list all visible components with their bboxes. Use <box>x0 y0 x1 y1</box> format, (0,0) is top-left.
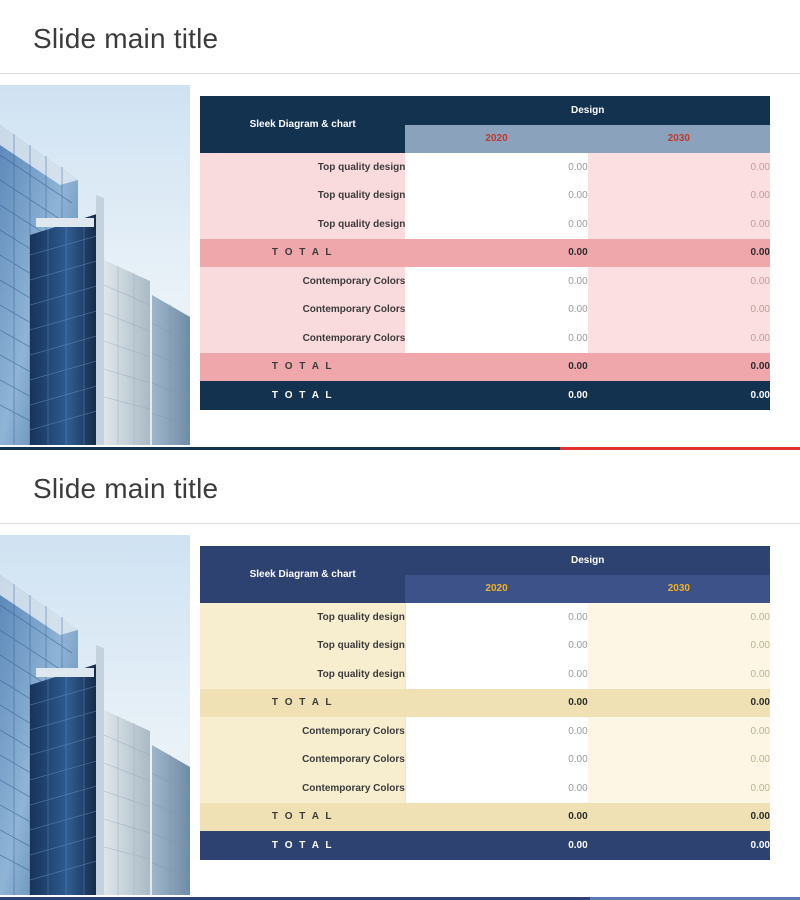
table-row <box>200 660 770 689</box>
row-value-2020: 0.00 <box>405 324 587 353</box>
table-row <box>200 182 770 211</box>
slide-2 <box>0 450 800 900</box>
page-title: Slide main title <box>33 473 219 504</box>
table-subtotal-row <box>200 803 770 832</box>
row-label-grand-total: T O T A L <box>200 831 405 860</box>
row-value-2030: 0.00 <box>588 182 770 211</box>
row-value-2030: 0.00 <box>588 239 770 268</box>
row-value-2020: 0.00 <box>405 774 587 803</box>
table-col-year-2030: 2030 <box>588 575 770 604</box>
row-value-2020: 0.00 <box>405 803 587 832</box>
table-subtotal-row <box>200 353 770 382</box>
slide-2-table <box>200 546 770 860</box>
table-row <box>200 210 770 239</box>
row-value-2030: 0.00 <box>588 210 770 239</box>
row-label: Top quality design <box>200 632 405 661</box>
row-value-2020: 0.00 <box>405 717 587 746</box>
row-value-2020: 0.00 <box>405 296 587 325</box>
slide-1-photo <box>0 85 190 445</box>
row-label: Top quality design <box>200 603 405 632</box>
row-label: Contemporary Colors <box>200 774 405 803</box>
row-value-2030: 0.00 <box>588 689 770 718</box>
row-value-2020: 0.00 <box>405 210 587 239</box>
row-label: Contemporary Colors <box>200 267 405 296</box>
row-label: Top quality design <box>200 660 405 689</box>
city-skyscrapers-image <box>0 535 190 895</box>
row-value-2020: 0.00 <box>405 182 587 211</box>
table-col-year-2020: 2020 <box>405 575 587 604</box>
row-label: Contemporary Colors <box>200 296 405 325</box>
row-value-2030: 0.00 <box>588 831 770 860</box>
table-subtotal-row <box>200 239 770 268</box>
row-label-total: T O T A L <box>200 353 405 382</box>
page-title: Slide main title <box>33 23 219 54</box>
row-value-2020: 0.00 <box>405 632 587 661</box>
row-label: Contemporary Colors <box>200 324 405 353</box>
table-col-year-2030: 2030 <box>588 125 770 154</box>
table-subtotal-row <box>200 689 770 718</box>
row-value-2020: 0.00 <box>405 603 587 632</box>
row-label: Contemporary Colors <box>200 717 405 746</box>
table-row <box>200 774 770 803</box>
row-value-2030: 0.00 <box>588 603 770 632</box>
title-divider <box>0 73 800 74</box>
row-value-2030: 0.00 <box>588 717 770 746</box>
row-value-2030: 0.00 <box>588 296 770 325</box>
row-label: Top quality design <box>200 182 405 211</box>
table-col-year-2020: 2020 <box>405 125 587 154</box>
row-label-total: T O T A L <box>200 689 405 718</box>
table-row <box>200 296 770 325</box>
row-label: Top quality design <box>200 210 405 239</box>
row-value-2030: 0.00 <box>588 746 770 775</box>
row-value-2020: 0.00 <box>405 660 587 689</box>
table-header-row-1 <box>200 96 770 125</box>
title-divider <box>0 523 800 524</box>
slide-1-table <box>200 96 770 410</box>
row-value-2020: 0.00 <box>405 353 587 382</box>
table-row <box>200 153 770 182</box>
table-group-header: Design <box>405 96 770 125</box>
city-skyscrapers-image <box>0 85 190 445</box>
table-row <box>200 603 770 632</box>
row-value-2020: 0.00 <box>405 381 587 410</box>
slide-2-photo <box>0 535 190 895</box>
table-row <box>200 632 770 661</box>
row-value-2030: 0.00 <box>588 353 770 382</box>
row-label-total: T O T A L <box>200 239 405 268</box>
row-value-2020: 0.00 <box>405 267 587 296</box>
table-group-header: Design <box>405 546 770 575</box>
row-value-2030: 0.00 <box>588 803 770 832</box>
row-value-2020: 0.00 <box>405 153 587 182</box>
table-row <box>200 746 770 775</box>
row-label: Contemporary Colors <box>200 746 405 775</box>
table-header-row-1 <box>200 546 770 575</box>
row-label-grand-total: T O T A L <box>200 381 405 410</box>
row-value-2020: 0.00 <box>405 239 587 268</box>
table-grandtotal-row <box>200 381 770 410</box>
row-value-2030: 0.00 <box>588 381 770 410</box>
table-row <box>200 267 770 296</box>
table-row <box>200 324 770 353</box>
row-value-2030: 0.00 <box>588 324 770 353</box>
row-value-2030: 0.00 <box>588 153 770 182</box>
row-label: Top quality design <box>200 153 405 182</box>
row-value-2030: 0.00 <box>588 774 770 803</box>
row-value-2020: 0.00 <box>405 689 587 718</box>
row-value-2030: 0.00 <box>588 660 770 689</box>
row-value-2020: 0.00 <box>405 831 587 860</box>
row-label-total: T O T A L <box>200 803 405 832</box>
table-grandtotal-row <box>200 831 770 860</box>
row-value-2020: 0.00 <box>405 746 587 775</box>
table-corner-label: Sleek Diagram & chart <box>200 546 405 603</box>
row-value-2030: 0.00 <box>588 632 770 661</box>
row-value-2030: 0.00 <box>588 267 770 296</box>
table-corner-label: Sleek Diagram & chart <box>200 96 405 153</box>
table-row <box>200 717 770 746</box>
